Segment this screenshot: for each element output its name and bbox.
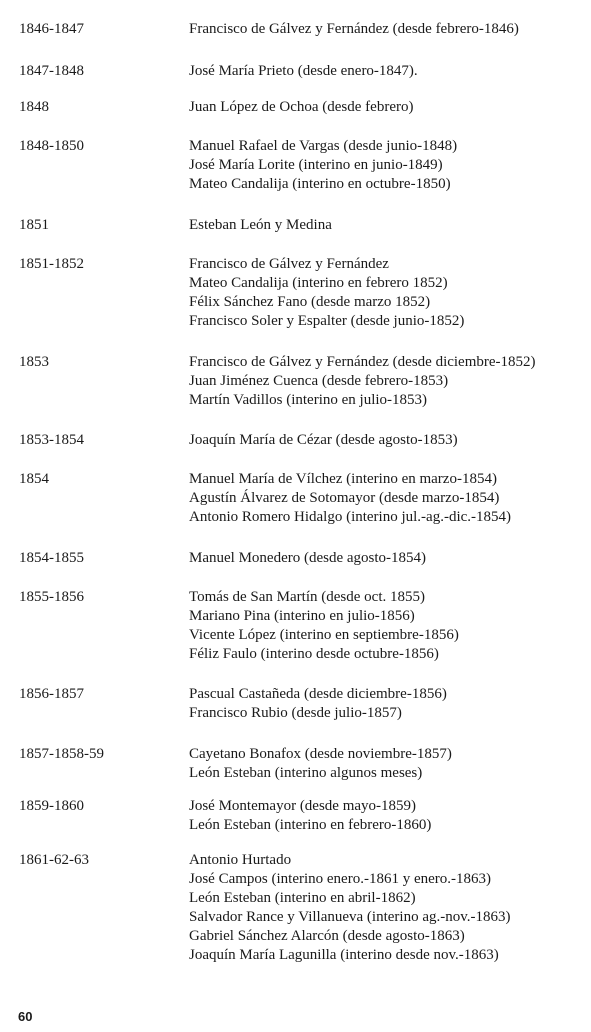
entry-names: [189, 685, 584, 723]
entry-names: [189, 216, 584, 235]
name-line: Juan López de Ochoa (desde febrero): [189, 99, 414, 115]
name-line: León Esteban (interino algunos meses): [189, 765, 423, 781]
name-line: Tomás de San Martín (desde oct. 1855): [189, 589, 425, 605]
entry-names: [189, 470, 584, 527]
name-line: José Montemayor (desde mayo-1859): [189, 798, 417, 814]
name-line: Mateo Candalija (interino en febrero 1852): [189, 275, 448, 291]
entry-names: [189, 353, 584, 410]
entry-year: 1856-1857: [19, 686, 84, 702]
name-line: Manuel Monedero (desde agosto-1854): [189, 550, 427, 566]
name-line: José María Prieto (desde enero-1847).: [189, 63, 418, 79]
name-line: Joaquín María Lagunilla (interino desde nov.-1863): [189, 947, 499, 963]
entry-names: [189, 431, 584, 450]
name-line: Agustín Álvarez de Sotomayor (desde marzo-1854): [189, 490, 500, 506]
name-line: Francisco de Gálvez y Fernández (desde diciembre-1852): [189, 354, 536, 370]
entry-year: 1853-1854: [19, 432, 84, 448]
entry-names: [189, 745, 584, 783]
name-line: Vicente López (interino en septiembre-1856): [189, 627, 459, 643]
entry-year: 1857-1858-59: [19, 746, 104, 762]
entry-year: 1848: [19, 99, 49, 115]
entry-names: [189, 255, 584, 331]
name-line: Francisco de Gálvez y Fernández: [189, 256, 389, 272]
entry-year: 1854-1855: [19, 550, 84, 566]
name-line: Joaquín María de Cézar (desde agosto-1853): [189, 432, 458, 448]
entry-names: [189, 851, 584, 965]
entry-year: 1846-1847: [19, 21, 84, 37]
name-line: Mariano Pina (interino en julio-1856): [189, 608, 415, 624]
name-line: Pascual Castañeda (desde diciembre-1856): [189, 686, 447, 702]
name-line: Francisco Rubio (desde julio-1857): [189, 705, 402, 721]
entry-year: 1851-1852: [19, 256, 84, 272]
name-line: Félix Sánchez Fano (desde marzo 1852): [189, 294, 431, 310]
entry-names: [189, 588, 584, 664]
name-line: Cayetano Bonafox (desde noviembre-1857): [189, 746, 452, 762]
name-line: José María Lorite (interino en junio-1849): [189, 157, 443, 173]
entry-year: 1854: [19, 471, 49, 487]
name-line: Esteban León y Medina: [189, 217, 332, 233]
entry-names: [189, 797, 584, 835]
name-line: León Esteban (interino en abril-1862): [189, 890, 416, 906]
entry-year: 1847-1848: [19, 63, 84, 79]
entry-year: 1851: [19, 217, 49, 233]
name-line: León Esteban (interino en febrero-1860): [189, 817, 432, 833]
name-line: Juan Jiménez Cuenca (desde febrero-1853): [189, 373, 449, 389]
name-line: Francisco de Gálvez y Fernández (desde febrero-1846): [189, 21, 519, 37]
page-number: 60: [18, 1009, 33, 1024]
name-line: Mateo Candalija (interino en octubre-1850): [189, 176, 451, 192]
name-line: Martín Vadillos (interino en julio-1853): [189, 392, 428, 408]
entry-year: 1853: [19, 354, 49, 370]
name-line: Gabriel Sánchez Alarcón (desde agosto-1863): [189, 928, 465, 944]
name-line: Antonio Romero Hidalgo (interino jul.-ag.-dic.-1854): [189, 509, 512, 525]
name-line: Manuel María de Vílchez (interino en marzo-1854): [189, 471, 497, 487]
entry-year: 1859-1860: [19, 798, 84, 814]
entry-names: [189, 98, 584, 117]
name-line: Antonio Hurtado: [189, 852, 292, 868]
name-line: Francisco Soler y Espalter (desde junio-1852): [189, 313, 465, 329]
entry-names: [189, 20, 584, 39]
entry-names: [189, 62, 584, 81]
entry-year: 1855-1856: [19, 589, 84, 605]
name-line: Féliz Faulo (interino desde octubre-1856): [189, 646, 439, 662]
entry-year: 1848-1850: [19, 138, 84, 154]
name-line: José Campos (interino enero.-1861 y enero.-1863): [189, 871, 492, 887]
entry-names: [189, 549, 584, 568]
name-line: Manuel Rafael de Vargas (desde junio-1848): [189, 138, 458, 154]
entry-year: 1861-62-63: [19, 852, 89, 868]
entry-names: [189, 137, 584, 194]
name-line: Salvador Rance y Villanueva (interino ag.-nov.-1863): [189, 909, 511, 925]
